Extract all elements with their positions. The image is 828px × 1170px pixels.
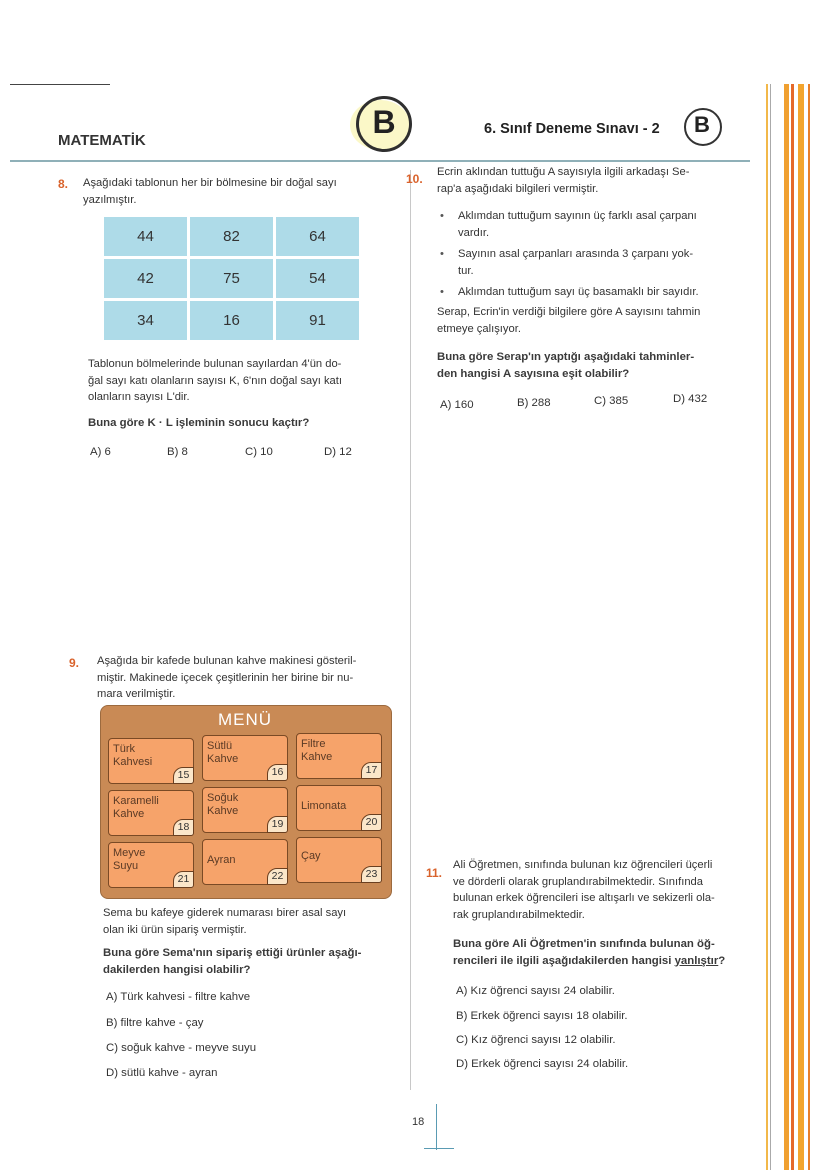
- text-line: Buna göre Sema'nın sipariş ettiği ürünler aşağı-: [103, 947, 362, 959]
- menu-title: MENÜ: [217, 710, 273, 729]
- menu-item: [296, 785, 382, 831]
- option-a[interactable]: A) Türk kahvesi - filtre kahve: [106, 991, 251, 1003]
- menu-item: [108, 738, 194, 784]
- top-rule: [10, 84, 110, 85]
- option-a[interactable]: A) 6: [90, 446, 111, 458]
- q9-question: [103, 945, 403, 978]
- q8-question: Buna göre K · L işleminin sonucu kaçtır?: [88, 417, 310, 429]
- exam-title: 6. Sınıf Deneme Sınavı - 2: [484, 121, 660, 137]
- table-cell: 82: [190, 217, 273, 256]
- option-b[interactable]: B) filtre kahve - çay: [106, 1017, 204, 1029]
- text-line: tur.: [458, 264, 474, 277]
- q9-body: [103, 905, 403, 938]
- menu-item-number: 20: [361, 814, 382, 831]
- q8-body: [88, 356, 388, 406]
- table-cell: 44: [104, 217, 187, 256]
- text-line: Sema bu kafeye giderek numarası birer asal sayı: [103, 907, 347, 919]
- bullet-dot: •: [440, 248, 444, 260]
- option-c[interactable]: C) Kız öğrenci sayısı 12 olabilir.: [456, 1034, 616, 1046]
- option-b[interactable]: B) Erkek öğrenci sayısı 18 olabilir.: [456, 1010, 628, 1022]
- menu-item: [296, 837, 382, 883]
- menu-item-label: Kahvesi: [113, 756, 153, 768]
- option-a[interactable]: A) Kız öğrenci sayısı 24 olabilir.: [456, 985, 615, 997]
- text-line: Aklımdan tuttuğum sayı üç basamaklı bir sayıdır.: [458, 286, 699, 298]
- menu-item-label: Türk: [113, 743, 135, 755]
- booklet-badge-small: [680, 104, 726, 146]
- edge-stripe: [798, 84, 804, 1170]
- text-line: Ali Öğretmen, sınıfında bulunan kız öğrencileri üçerli: [453, 859, 713, 871]
- emphasized-word: yanlıştır: [674, 954, 719, 967]
- table-cell: 16: [190, 301, 273, 340]
- q10-bullet: [440, 284, 738, 301]
- text-line: [453, 953, 753, 970]
- question-number: 11.: [426, 866, 443, 880]
- text-line: bulunan erkek öğrencileri ise altışarlı ve sekizerli ola-: [453, 892, 715, 904]
- text-line: Aşağıda bir kafede bulunan kahve makinesi gösteril-: [97, 655, 357, 667]
- menu-item-number: 16: [267, 764, 288, 781]
- option-d[interactable]: D) Erkek öğrenci sayısı 24 olabilir.: [456, 1058, 629, 1070]
- q10-body: [437, 304, 737, 337]
- option-b[interactable]: B) 8: [167, 446, 188, 458]
- menu-item-number: 23: [361, 866, 382, 883]
- text-line: rak gruplandırabilmektedir.: [453, 908, 585, 921]
- menu-item-label: Kahve: [207, 753, 239, 765]
- number-table: [104, 217, 359, 340]
- booklet-badge-large: [344, 90, 422, 152]
- table-cell: 91: [276, 301, 359, 340]
- menu-item-label: Soğuk: [207, 792, 239, 804]
- bullet-dot: •: [440, 286, 444, 298]
- text-line: Tablonun bölmelerinde bulunan sayılardan 4'ün do-: [88, 358, 342, 370]
- option-b[interactable]: B) 288: [517, 397, 551, 409]
- option-d[interactable]: D) 432: [673, 393, 708, 405]
- text-line: mara verilmiştir.: [97, 688, 176, 700]
- question-number: 8.: [58, 177, 69, 191]
- menu-item-label: Karamelli: [113, 795, 159, 807]
- text-line: olan iki ürün sipariş vermiştir.: [103, 923, 247, 936]
- menu-item-number: 15: [173, 767, 194, 784]
- q11-question: [453, 936, 753, 969]
- text-line: den hangisi A sayısına eşit olabilir?: [437, 367, 630, 380]
- menu-item: [202, 735, 288, 781]
- edge-stripe: [784, 84, 789, 1170]
- q10-question: [437, 349, 737, 382]
- menu-item: [108, 790, 194, 836]
- menu-item-label: Kahve: [301, 751, 333, 763]
- menu-item-label: Filtre: [301, 738, 326, 750]
- menu-item-label: Çay: [301, 850, 321, 862]
- option-c[interactable]: C) 10: [245, 446, 273, 458]
- column-divider: [410, 170, 411, 1090]
- text-line: Buna göre Ali Öğretmen'in sınıfında bulunan öğ-: [453, 938, 715, 950]
- menu-item-label: Suyu: [113, 860, 139, 872]
- menu-item-label: Kahve: [207, 805, 239, 817]
- edge-stripe: [766, 84, 768, 1170]
- menu-item-label: Limonata: [301, 800, 347, 812]
- menu-item-number: 18: [173, 819, 194, 836]
- option-c[interactable]: C) 385: [594, 395, 629, 407]
- option-d[interactable]: D) 12: [324, 446, 352, 458]
- text-line: Aşağıdaki tablonun her bir bölmesine bir doğal sayı: [83, 177, 337, 189]
- text-line: vardır.: [458, 226, 490, 239]
- option-a[interactable]: A) 160: [440, 399, 474, 411]
- edge-stripe: [770, 84, 771, 1170]
- text-line: ğal sayı katı olanların sayısı K, 6'nın doğal sayı katı: [88, 374, 342, 387]
- q10-bullet: [440, 208, 738, 241]
- booklet-letter: B: [372, 104, 396, 140]
- text-line: rap'a aşağıdaki bilgileri vermiştir.: [437, 182, 599, 195]
- question-number: 9.: [69, 656, 80, 670]
- bullet-dot: •: [440, 210, 444, 222]
- edge-stripe: [791, 84, 794, 1170]
- menu-item: [202, 839, 288, 885]
- table-cell: 34: [104, 301, 187, 340]
- option-d[interactable]: D) sütlü kahve - ayran: [106, 1067, 218, 1079]
- table-cell: 75: [190, 259, 273, 298]
- question-mark: ?: [718, 954, 726, 967]
- menu-item-number: 19: [267, 816, 288, 833]
- q8-intro: [83, 175, 383, 208]
- q11-intro: [453, 857, 753, 923]
- text-line: Serap, Ecrin'in verdiği bilgilere göre A sayısını tahmin: [437, 306, 701, 318]
- menu-item-number: 17: [361, 762, 382, 779]
- edge-stripe: [808, 84, 810, 1170]
- text-line: etmeye çalışıyor.: [437, 322, 521, 335]
- text-line: dakilerden hangisi olabilir?: [103, 963, 251, 976]
- menu-item-number: 22: [267, 868, 288, 885]
- page-marker-line: [424, 1148, 454, 1149]
- menu-item: [108, 842, 194, 888]
- table-cell: 64: [276, 217, 359, 256]
- menu-item-label: Sütlü: [207, 740, 233, 752]
- table-cell: 54: [276, 259, 359, 298]
- question-number: 10.: [406, 172, 423, 186]
- menu-item-label: Kahve: [113, 808, 145, 820]
- q10-intro: [437, 164, 737, 197]
- q9-intro: [97, 653, 397, 703]
- question-text: rencileri ile ilgili aşağıdakilerden hangisi: [453, 954, 672, 967]
- text-line: olanların sayısı L'dir.: [88, 391, 190, 403]
- page-number: 18: [412, 1116, 425, 1128]
- text-line: Buna göre Serap'ın yaptığı aşağıdaki tahminler-: [437, 351, 695, 363]
- text-line: Sayının asal çarpanları arasında 3 çarpanı yok-: [458, 248, 694, 260]
- text-line: miştir. Makinede içecek çeşitlerinin her birine bir nu-: [97, 671, 354, 684]
- text-line: ve dörderli olarak gruplandırabilmektedir. Sınıfında: [453, 875, 703, 888]
- menu-item-number: 21: [173, 871, 194, 888]
- menu-item: [202, 787, 288, 833]
- q10-bullet: [440, 246, 738, 279]
- page-marker-line: [436, 1104, 437, 1150]
- booklet-letter: B: [694, 112, 710, 137]
- menu-item-label: Meyve: [113, 847, 146, 859]
- text-line: Ecrin aklından tuttuğu A sayısıyla ilgili arkadaşı Se-: [437, 166, 690, 178]
- text-line: Aklımdan tuttuğum sayının üç farklı asal çarpanı: [458, 210, 697, 222]
- header-rule: [10, 160, 750, 162]
- text-line: yazılmıştır.: [83, 193, 137, 206]
- option-c[interactable]: C) soğuk kahve - meyve suyu: [106, 1042, 257, 1054]
- menu-item: [296, 733, 382, 779]
- subject-title: MATEMATİK: [58, 132, 146, 149]
- menu-item-label: Ayran: [207, 854, 236, 866]
- table-cell: 42: [104, 259, 187, 298]
